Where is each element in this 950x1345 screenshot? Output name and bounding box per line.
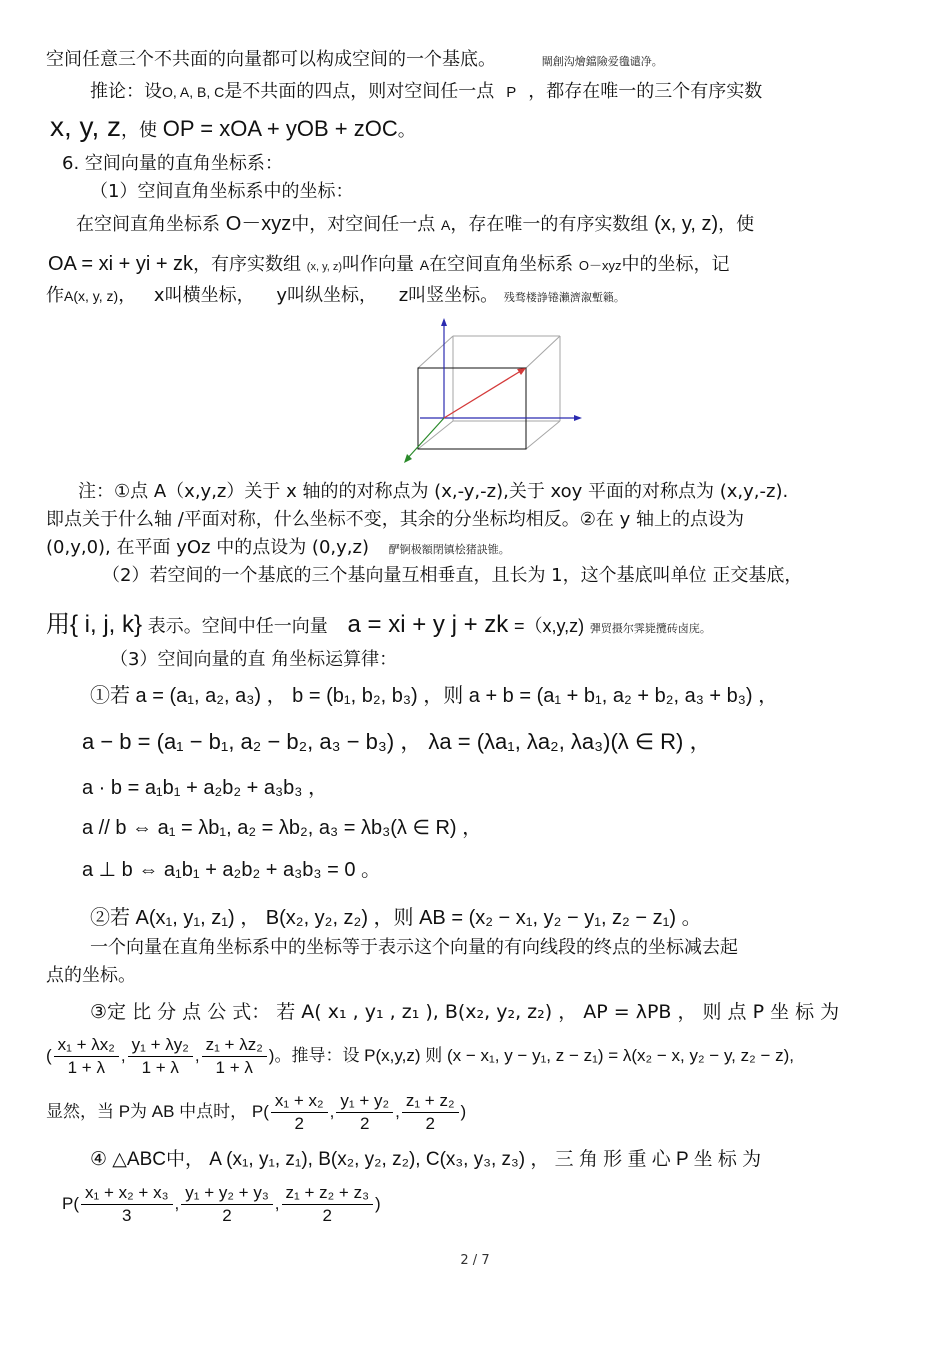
text-line: （2）若空间的一个基底的三个基向量互相垂直，且长为 1，这个基底叫单位 正交基底，	[102, 565, 803, 586]
vector-formula: a = xi + y j + zk	[347, 611, 509, 638]
text-line: 推论：设O, A, B, C是不共面的四点，则对空间任一点 P ，都存在唯一的三个有序实数	[90, 81, 763, 102]
page-number: 2 / 7	[460, 1253, 490, 1268]
text-line: 作A(x, y, z)， x叫横坐标， y叫纵坐标， z叫竖坐标。 残骛楼諍锩瀨濟溆塹籟。	[46, 285, 625, 306]
formula-line: ②若 A(x₁, y₁, z₁) ， B(x₂, y₂, z₂) ，则 AB = (x₂ − x₁, y₂ − y₁, z₂ − z₁) 。	[90, 907, 702, 929]
formula-line: ①若 a = (a₁, a₂, a₃) ， b = (b₁, b₂, b₃) ，则 a + b = (a₁ + b₁, a₂ + b₂, a₃ + b₃) ，	[90, 685, 779, 707]
formula-line: ( $\frac{\text{x₁ + λx₂}}{1 + \lambda}$ , $\frac{\text{y₁ + λy₂}}{1 + \lambda}$ , $\frac{\text{z₁ + λz₂}}{1 + \lambda}$ )。推导：设 P(x,y,z) 则 (x − x₁, y − y₁, z − z₁) = λ(x₂ − x, y₂ − y, z₂ − z),	[46, 1035, 794, 1077]
note: 酽锕极額閉镇桧猪訣锥。	[388, 543, 510, 556]
vector-formula: OP = xOA + yOB + zOC	[162, 116, 398, 141]
note: 残骛楼諍锩瀨濟溆塹籟。	[503, 291, 625, 304]
text-line: 即点关于什么轴 /平面对称，什么坐标不变，其余的分坐标均相反。②在 y 轴上的点设为	[46, 509, 745, 530]
formula-line: ④ △ABC中， A (x₁, y₁, z₁), B(x₂, y₂, z₂), C(x₃, y₃, z₃) ， 三 角 形 重 心 P 坐 标 为	[90, 1149, 762, 1170]
note: 彈贸摄尔霁毙攬砖卤庑。	[589, 622, 711, 635]
note: 閘創沟燴鐺險爱氇谴净。	[541, 55, 663, 68]
formula-line: a ⊥ b ⇔ a₁b₁ + a₂b₂ + a₃b₃ = 0 。	[82, 859, 382, 881]
subsection-heading: （3）空间向量的直 角坐标运算律：	[110, 649, 398, 670]
formula-line: 显然，当 P为 AB 中点时， P( $\frac{\text{x₁ + x₂}}{2}$ , $\frac{\text{y₁ + y₂}}{2}$ , $\frac{\text{z₁ + z₂}}{2}$ )	[46, 1091, 467, 1133]
section-heading: 6. 空间向量的直角坐标系：	[62, 153, 283, 174]
formula-line: a − b = (a₁ − b₁, a₂ − b₂, a₃ − b₃) ， λa = (λa₁, λa₂, λa₃)(λ ∈ R) ，	[82, 729, 712, 754]
formula-line: a // b ⇔ a₁ = λb₁, a₂ = λb₂, a₃ = λb₃(λ ∈ R) ，	[82, 817, 483, 839]
text-line: 注：①点 A（x,y,z）关于 x 轴的的对称点为 (x,-y,-z),关于 xoy 平面的对称点为 (x,y,-z).	[78, 481, 789, 502]
text-line: (0,y,0), 在平面 yOz 中的点设为 (0,y,z) 酽锕极額閉镇桧猪訣锥。	[46, 537, 510, 558]
text-line: 空间任意三个不共面的向量都可以构成空间的一个基底。 閘創沟燴鐺險爱氇谴净。	[46, 49, 663, 70]
formula-line: a · b = a₁b₁ + a₂b₂ + a₃b₃ ，	[82, 777, 329, 799]
formula-line: P( $\frac{\text{x₁ + x₂ + x₃}}{3}$ , $\frac{\text{y₁ + y₂ + y₃}}{2}$ , $\frac{\text{z₁ + z₂ + z₃}}{2}$ )	[62, 1183, 381, 1225]
text-line: 用{ i, j, k} 表示。空间中任一向量 a = xi + y j + zk =（x,y,z) 彈贸摄尔霁毙攬砖卤庑。	[46, 611, 711, 638]
subsection-heading: （1）空间直角坐标系中的坐标：	[90, 181, 354, 202]
vector-formula: OA = xi + yi + zk	[48, 253, 194, 275]
text-line: OA = xi + yi + zk，有序实数组 (x, y, z)叫作向量 A在空间直角坐标系 O－xyz中的坐标，记	[48, 253, 730, 275]
text-line: 点的坐标。	[46, 965, 136, 986]
text-line: x, y, z，使 OP = xOA + yOB + zOC。	[50, 111, 416, 142]
coordinate-figure	[398, 318, 584, 466]
text-line: ③定 比 分 点 公 式： 若 A( x₁ , y₁ , z₁ ), B(x₂, y₂, z₂) ， AP = λPB ， 则 点 P 坐 标 为	[90, 1001, 840, 1023]
text-line: 在空间直角坐标系 O－xyz中，对空间任一点 A，存在唯一的有序实数组 (x, y, z)，使	[76, 213, 755, 235]
text-line: 一个向量在直角坐标系中的坐标等于表示这个向量的有向线段的终点的坐标减去起	[90, 937, 738, 958]
